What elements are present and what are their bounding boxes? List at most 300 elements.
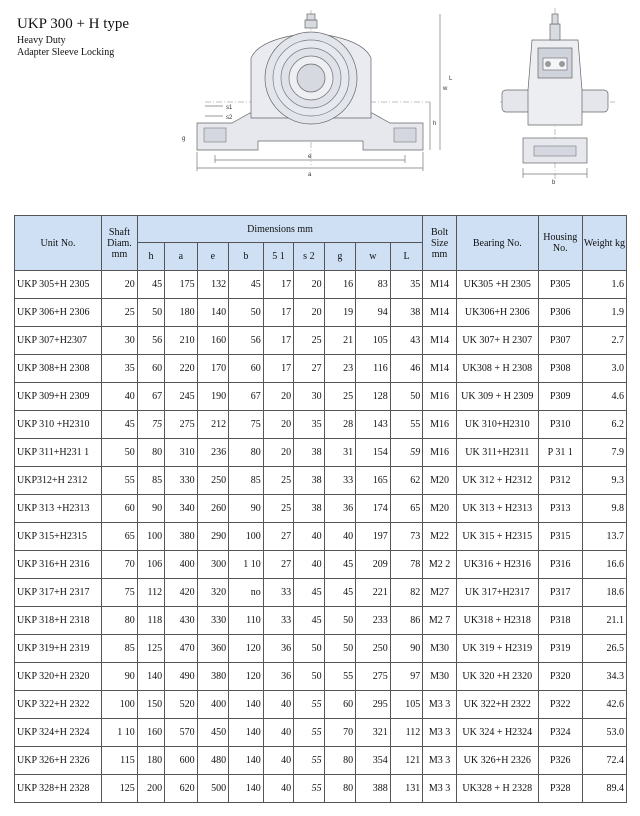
table-cell: 70: [324, 719, 355, 747]
table-row: [15, 271, 627, 299]
table-cell: 430: [165, 607, 198, 635]
table-cell: M14: [423, 355, 457, 383]
table-cell: 70: [102, 551, 138, 579]
table-cell: 33: [263, 579, 293, 607]
table-cell: M14: [423, 271, 457, 299]
table-cell: P328: [538, 775, 582, 803]
table-cell: 16.6: [582, 551, 626, 579]
table-cell: 290: [197, 523, 228, 551]
dim-label-a: a: [308, 172, 312, 178]
table-cell: M20: [423, 467, 457, 495]
table-row: [15, 691, 627, 719]
table-cell: 45: [294, 579, 324, 607]
table-cell: 89.4: [582, 775, 626, 803]
table-cell: 20: [294, 271, 324, 299]
table-cell: 35: [102, 355, 138, 383]
table-cell: 100: [229, 523, 264, 551]
table-cell: 233: [356, 607, 391, 635]
table-cell: UK305 +H 2305: [456, 271, 538, 299]
header-weight: Weight kg: [582, 216, 626, 271]
table-cell: 250: [197, 467, 228, 495]
subtitle-locking: Adapter Sleeve Locking: [17, 47, 115, 58]
table-cell: 175: [165, 271, 198, 299]
dim-label-e: e: [308, 154, 312, 160]
table-cell: 1.9: [582, 299, 626, 327]
table-cell: UKP 316+H 2316: [15, 551, 102, 579]
table-row: [15, 411, 627, 439]
table-cell: 20: [263, 439, 293, 467]
table-cell: UK 311+H2311: [456, 439, 538, 467]
table-cell: UK 309 + H 2309: [456, 383, 538, 411]
table-cell: 250: [356, 635, 391, 663]
table-row: [15, 635, 627, 663]
table-cell: UKP 306+H 2306: [15, 299, 102, 327]
table-cell: 46: [390, 355, 423, 383]
table-cell: 90: [102, 663, 138, 691]
table-cell: 20: [294, 299, 324, 327]
table-cell: P324: [538, 719, 582, 747]
table-cell: 55: [102, 467, 138, 495]
table-cell: 18.6: [582, 579, 626, 607]
table-cell: UKP 326+H 2326: [15, 747, 102, 775]
header-housing-no: Housing No.: [538, 216, 582, 271]
table-cell: P316: [538, 551, 582, 579]
table-row: [15, 579, 627, 607]
table-cell: 275: [356, 663, 391, 691]
header-dim-4: 5 1: [263, 243, 293, 271]
table-cell: 300: [197, 551, 228, 579]
table-cell: 45: [229, 271, 264, 299]
specification-table: [14, 215, 627, 803]
table-cell: 21: [324, 327, 355, 355]
table-cell: 55: [294, 775, 324, 803]
subtitle-heavy-duty: Heavy Duty: [17, 35, 66, 46]
table-body: [15, 271, 627, 803]
table-cell: 236: [197, 439, 228, 467]
table-cell: 40: [324, 523, 355, 551]
table-cell: 165: [356, 467, 391, 495]
table-cell: 67: [229, 383, 264, 411]
table-row: [15, 495, 627, 523]
table-cell: 25: [263, 467, 293, 495]
table-cell: 13.7: [582, 523, 626, 551]
table-cell: 500: [197, 775, 228, 803]
table-cell: 35: [390, 271, 423, 299]
header-dim-3: b: [229, 243, 264, 271]
table-cell: 97: [390, 663, 423, 691]
table-cell: 170: [197, 355, 228, 383]
table-cell: 25: [263, 495, 293, 523]
table-cell: 120: [229, 663, 264, 691]
table-cell: 75: [229, 411, 264, 439]
table-cell: 25: [102, 299, 138, 327]
table-cell: 50: [102, 439, 138, 467]
table-row: [15, 747, 627, 775]
table-cell: 38: [294, 439, 324, 467]
table-cell: 2.7: [582, 327, 626, 355]
table-cell: 121: [390, 747, 423, 775]
table-cell: M16: [423, 411, 457, 439]
table-cell: 128: [356, 383, 391, 411]
table-cell: 86: [390, 607, 423, 635]
table-row: [15, 551, 627, 579]
table-cell: 125: [102, 775, 138, 803]
table-cell: M20: [423, 495, 457, 523]
table-cell: M2 7: [423, 607, 457, 635]
table-cell: 310: [165, 439, 198, 467]
table-cell: 209: [356, 551, 391, 579]
table-cell: 38: [294, 467, 324, 495]
table-cell: 30: [102, 327, 138, 355]
table-cell: P320: [538, 663, 582, 691]
table-row: [15, 775, 627, 803]
table-cell: 354: [356, 747, 391, 775]
table-cell: UKP 322+H 2322: [15, 691, 102, 719]
dim-label-s2: s2: [226, 115, 233, 121]
table-cell: P322: [538, 691, 582, 719]
table-row: [15, 663, 627, 691]
dim-label-l: L: [449, 76, 453, 82]
table-cell: 45: [294, 607, 324, 635]
table-cell: 118: [137, 607, 164, 635]
table-cell: 320: [197, 579, 228, 607]
table-cell: 73: [390, 523, 423, 551]
table-cell: 60: [137, 355, 164, 383]
table-cell: UKP 309+H 2309: [15, 383, 102, 411]
table-cell: 140: [229, 747, 264, 775]
table-cell: 380: [197, 663, 228, 691]
table-cell: 140: [229, 719, 264, 747]
table-cell: 55: [324, 663, 355, 691]
header-shaft-diam: Shaft Diam. mm: [102, 216, 138, 271]
table-cell: M16: [423, 439, 457, 467]
table-cell: P308: [538, 355, 582, 383]
header-dim-8: L: [390, 243, 423, 271]
table-cell: 17: [263, 327, 293, 355]
dim-label-s1: s1: [226, 105, 233, 111]
table-cell: UK 307+ H 2307: [456, 327, 538, 355]
header-dim-1: a: [165, 243, 198, 271]
table-cell: 388: [356, 775, 391, 803]
table-cell: 330: [197, 607, 228, 635]
table-row: [15, 355, 627, 383]
table-cell: P 31 1: [538, 439, 582, 467]
table-cell: 110: [229, 607, 264, 635]
table-cell: M3 3: [423, 747, 457, 775]
table-cell: 55: [390, 411, 423, 439]
technical-drawing: [0, 0, 640, 200]
table-cell: 27: [263, 523, 293, 551]
table-cell: 450: [197, 719, 228, 747]
table-cell: 116: [356, 355, 391, 383]
table-cell: M14: [423, 299, 457, 327]
table-cell: M27: [423, 579, 457, 607]
table-cell: M16: [423, 383, 457, 411]
table-row: [15, 467, 627, 495]
table-row: [15, 719, 627, 747]
table-cell: 90: [390, 635, 423, 663]
table-cell: 65: [390, 495, 423, 523]
table-cell: 7.9: [582, 439, 626, 467]
table-cell: 9.8: [582, 495, 626, 523]
table-cell: 36: [263, 635, 293, 663]
table-cell: 55: [294, 691, 324, 719]
table-cell: 33: [324, 467, 355, 495]
table-cell: 174: [356, 495, 391, 523]
table-cell: 53.0: [582, 719, 626, 747]
table-cell: 221: [356, 579, 391, 607]
table-cell: UKP 315+H2315: [15, 523, 102, 551]
table-cell: 420: [165, 579, 198, 607]
table-cell: M30: [423, 663, 457, 691]
table-cell: 80: [102, 607, 138, 635]
table-cell: 40: [102, 383, 138, 411]
side-view-drawing: [500, 8, 615, 186]
table-cell: 150: [137, 691, 164, 719]
table-cell: 100: [137, 523, 164, 551]
dim-label-b: b: [552, 180, 556, 186]
table-cell: 45: [324, 551, 355, 579]
table-cell: 140: [229, 691, 264, 719]
table-header: [15, 216, 627, 271]
table-cell: 17: [263, 271, 293, 299]
table-cell: 106: [137, 551, 164, 579]
header-dim-5: s 2: [294, 243, 324, 271]
table-cell: 360: [197, 635, 228, 663]
table-cell: no: [229, 579, 264, 607]
table-cell: P307: [538, 327, 582, 355]
table-cell: 260: [197, 495, 228, 523]
table-cell: UKP 310 +H2310: [15, 411, 102, 439]
table-cell: 570: [165, 719, 198, 747]
header-bearing-no: Bearing No.: [456, 216, 538, 271]
table-cell: UK318 + H2318: [456, 607, 538, 635]
table-cell: 27: [294, 355, 324, 383]
table-row: [15, 327, 627, 355]
table-cell: 85: [102, 635, 138, 663]
table-cell: 180: [165, 299, 198, 327]
table-row: [15, 383, 627, 411]
table-row: [15, 439, 627, 467]
table-cell: 80: [324, 775, 355, 803]
table-cell: 105: [390, 691, 423, 719]
table-cell: UKP 317+H 2317: [15, 579, 102, 607]
table-cell: 72.4: [582, 747, 626, 775]
header-dim-7: w: [356, 243, 391, 271]
table-cell: 180: [137, 747, 164, 775]
table-cell: 90: [229, 495, 264, 523]
table-cell: 56: [229, 327, 264, 355]
table-cell: 140: [229, 775, 264, 803]
table-cell: 520: [165, 691, 198, 719]
table-cell: 210: [165, 327, 198, 355]
table-cell: UKP 324+H 2324: [15, 719, 102, 747]
table-cell: 105: [356, 327, 391, 355]
table-row: [15, 523, 627, 551]
table-cell: UK 315 + H2315: [456, 523, 538, 551]
table-cell: 34.3: [582, 663, 626, 691]
table-cell: UK 322+H 2322: [456, 691, 538, 719]
table-cell: 60: [324, 691, 355, 719]
table-cell: 120: [229, 635, 264, 663]
front-view-drawing: [182, 10, 453, 178]
table-cell: 56: [137, 327, 164, 355]
table-cell: UK 317+H2317: [456, 579, 538, 607]
table-cell: 600: [165, 747, 198, 775]
table-cell: 3.0: [582, 355, 626, 383]
table-cell: 115: [102, 747, 138, 775]
table-cell: 60: [229, 355, 264, 383]
table-cell: 45: [137, 271, 164, 299]
table-cell: 212: [197, 411, 228, 439]
table-cell: 40: [263, 691, 293, 719]
table-cell: UK306+H 2306: [456, 299, 538, 327]
table-cell: 50: [294, 663, 324, 691]
table-cell: UKP 320+H 2320: [15, 663, 102, 691]
header-dimensions: Dimensions mm: [137, 216, 422, 243]
table-cell: UK 320 +H 2320: [456, 663, 538, 691]
table-cell: 30: [294, 383, 324, 411]
table-cell: P313: [538, 495, 582, 523]
table-cell: 17: [263, 355, 293, 383]
table-cell: 143: [356, 411, 391, 439]
table-cell: 55: [294, 719, 324, 747]
table-cell: 31: [324, 439, 355, 467]
table-cell: 75: [137, 411, 164, 439]
table-cell: 83: [356, 271, 391, 299]
table-cell: 380: [165, 523, 198, 551]
table-cell: 27: [263, 551, 293, 579]
table-cell: UKP 319+H 2319: [15, 635, 102, 663]
table-cell: 38: [294, 495, 324, 523]
table-cell: 40: [294, 523, 324, 551]
table-cell: 62: [390, 467, 423, 495]
table-cell: 50: [137, 299, 164, 327]
table-cell: 21.1: [582, 607, 626, 635]
table-cell: 112: [137, 579, 164, 607]
table-row: [15, 607, 627, 635]
table-cell: 50: [229, 299, 264, 327]
table-cell: 50: [324, 607, 355, 635]
table-cell: 100: [102, 691, 138, 719]
table-cell: UK328 + H 2328: [456, 775, 538, 803]
table-cell: M14: [423, 327, 457, 355]
table-cell: 190: [197, 383, 228, 411]
table-row: [15, 299, 627, 327]
table-cell: 200: [137, 775, 164, 803]
table-cell: 28: [324, 411, 355, 439]
table-cell: M2 2: [423, 551, 457, 579]
table-cell: 85: [137, 467, 164, 495]
table-cell: 59: [390, 439, 423, 467]
table-cell: 45: [102, 411, 138, 439]
table-cell: 40: [263, 775, 293, 803]
dim-label-g: g: [182, 136, 186, 142]
table-cell: M3 3: [423, 719, 457, 747]
table-cell: 20: [102, 271, 138, 299]
table-cell: 140: [137, 663, 164, 691]
table-cell: UKP 307+H2307: [15, 327, 102, 355]
table-cell: 38: [390, 299, 423, 327]
table-cell: 36: [263, 663, 293, 691]
table-cell: 36: [324, 495, 355, 523]
table-cell: 112: [390, 719, 423, 747]
table-cell: P315: [538, 523, 582, 551]
table-cell: UK 324 + H2324: [456, 719, 538, 747]
table-cell: 490: [165, 663, 198, 691]
table-cell: UKP 318+H 2318: [15, 607, 102, 635]
table-cell: 4.6: [582, 383, 626, 411]
table-cell: 480: [197, 747, 228, 775]
table-cell: 19: [324, 299, 355, 327]
table-cell: 50: [390, 383, 423, 411]
table-cell: 400: [165, 551, 198, 579]
table-cell: UK 319 + H2319: [456, 635, 538, 663]
dim-label-w: w: [443, 86, 448, 92]
table-cell: 125: [137, 635, 164, 663]
header-unit-no: Unit No.: [15, 216, 102, 271]
table-cell: P326: [538, 747, 582, 775]
table-cell: 140: [197, 299, 228, 327]
table-cell: 160: [197, 327, 228, 355]
table-cell: 35: [294, 411, 324, 439]
table-cell: 9.3: [582, 467, 626, 495]
table-cell: 75: [102, 579, 138, 607]
table-cell: M30: [423, 635, 457, 663]
table-cell: UK 313 + H2313: [456, 495, 538, 523]
table-cell: P310: [538, 411, 582, 439]
table-cell: 67: [137, 383, 164, 411]
table-cell: UK 312 + H2312: [456, 467, 538, 495]
table-cell: 55: [294, 747, 324, 775]
table-cell: 340: [165, 495, 198, 523]
table-cell: 620: [165, 775, 198, 803]
table-cell: 321: [356, 719, 391, 747]
table-cell: UK 310+H2310: [456, 411, 538, 439]
table-cell: 20: [263, 383, 293, 411]
table-cell: 45: [324, 579, 355, 607]
table-cell: UKP 305+H 2305: [15, 271, 102, 299]
table-cell: 245: [165, 383, 198, 411]
table-cell: UKP 313 +H2313: [15, 495, 102, 523]
table-cell: 275: [165, 411, 198, 439]
table-cell: 1.6: [582, 271, 626, 299]
table-cell: 197: [356, 523, 391, 551]
table-cell: 160: [137, 719, 164, 747]
table-cell: 43: [390, 327, 423, 355]
table-cell: 90: [137, 495, 164, 523]
table-cell: 40: [263, 747, 293, 775]
table-cell: UKP 308+H 2308: [15, 355, 102, 383]
table-cell: 25: [324, 383, 355, 411]
table-cell: 80: [229, 439, 264, 467]
table-cell: 85: [229, 467, 264, 495]
table-cell: 1 10: [102, 719, 138, 747]
table-cell: 78: [390, 551, 423, 579]
table-cell: 50: [324, 635, 355, 663]
table-cell: 65: [102, 523, 138, 551]
table-cell: M3 3: [423, 691, 457, 719]
table-cell: 16: [324, 271, 355, 299]
table-cell: 132: [197, 271, 228, 299]
table-cell: 40: [294, 551, 324, 579]
table-cell: P312: [538, 467, 582, 495]
table-cell: M22: [423, 523, 457, 551]
table-cell: 17: [263, 299, 293, 327]
header-bolt-size: Bolt Size mm: [423, 216, 457, 271]
table-cell: 131: [390, 775, 423, 803]
table-cell: 80: [137, 439, 164, 467]
